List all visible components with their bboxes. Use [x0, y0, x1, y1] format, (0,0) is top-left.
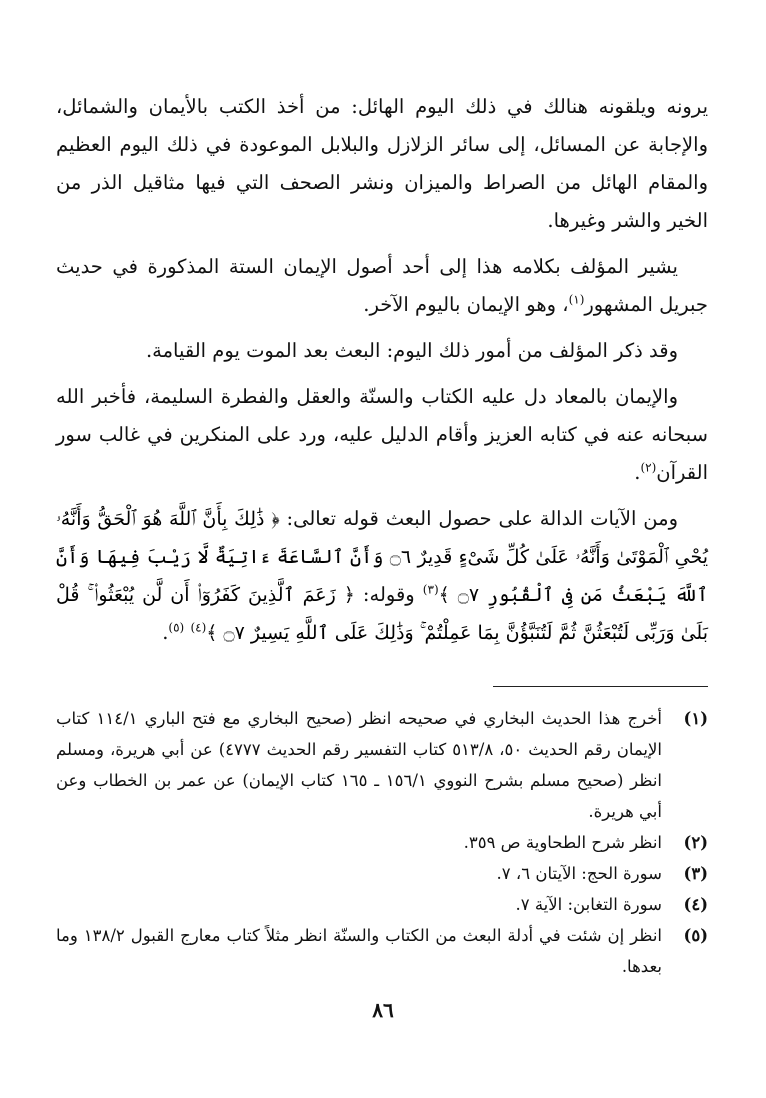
footnote-ref-5[interactable]: (٥) [168, 620, 185, 635]
quran-verse-hajj: ﴿ ذَٰلِكَ بِأَنَّ ٱللَّهَ هُوَ ٱلْحَقُّ وَأَنَّهُۥ يُحْىِ ٱلْمَوْتَىٰ وَأَنَّهُۥ عَلَىٰ كُلِّ شَىْءٍ قَدِيرٌ ۝٦ وَأَنَّ ٱلسَّاعَةَ ءَاتِيَةٌ لَّا رَيْبَ فِيهَا وَأَنَّ ٱللَّهَ يَبْعَثُ مَن فِى ٱلْقُبُورِ ۝٧ ﴾ [56, 508, 708, 606]
footnote-1 [56, 703, 708, 827]
page-number: ٨٦ [372, 998, 394, 1022]
page-body [56, 88, 708, 982]
quran-verse-taghabun: ﴿ زَعَمَ ٱلَّذِينَ كَفَرُوٓا۟ أَن لَّن يُبْعَثُوا۟ ۚ قُلْ بَلَىٰ وَرَبِّى لَتُبْعَثُنَّ ثُمَّ لَتُنَبَّؤُنَّ بِمَا عَمِلْتُمْ ۚ وَذَٰلِكَ عَلَى ٱللَّهِ يَسِيرٌ ۝٧ ﴾ [56, 584, 708, 644]
paragraph-4-text: والإيمان بالمعاد دل عليه الكتاب والسنّة والعقل والفطرة السليمة، فأخبر الله سبحانه عنه في كتابه العزيز وأقام الدليل عليه، ورد على المنكرين في غالب سور القرآن [56, 385, 708, 484]
footnote-number: (٢) [683, 833, 708, 852]
footnote-5 [56, 920, 708, 982]
verses-middle: وقوله: [354, 583, 423, 606]
paragraph-4-end: . [634, 461, 641, 484]
footnote-2 [56, 827, 708, 858]
paragraph-3-text: وقد ذكر المؤلف من أمور ذلك اليوم: البعث بعد الموت يوم القيامة. [145, 339, 678, 362]
footnote-number: (٣) [683, 864, 708, 883]
verses-end: . [162, 621, 169, 644]
paragraph-3 [56, 332, 708, 370]
footnote-text: انظر إن شئت في أدلة البعث من الكتاب والسنّة انظر مثلاً كتاب معارج القبول ١٣٨/٢ وما بعدها. [56, 926, 662, 976]
paragraph-2-text-a: يشير المؤلف بكلامه هذا إلى أحد أصول الإيمان الستة المذكورة في حديث جبريل المشهور [56, 255, 708, 316]
footnote-3 [56, 858, 708, 889]
verses-intro: ومن الآيات الدالة على حصول البعث قوله تعالى: [279, 507, 678, 530]
paragraph-1-text: يرونه ويلقونه هنالك في ذلك اليوم الهائل: من أخذ الكتب بالأيمان والشمائل، والإجابة عن المسائل، إلى سائر الزلازل والبلابل الموعودة في ذلك اليوم العظيم والمقام الهائل من الصراط والميزان ونشر الصحف التي فيها مثاقيل الذر من الخير والشر وغيرها. [56, 95, 708, 232]
footnote-text: سورة التغابن: الآية ٧. [515, 895, 662, 914]
verses-paragraph [56, 500, 708, 652]
footnote-number: (١) [683, 709, 708, 728]
footnote-text: سورة الحج: الآيتان ٦، ٧. [496, 864, 662, 883]
paragraph-2 [56, 248, 708, 324]
paragraph-1 [56, 88, 708, 240]
paragraph-4 [56, 378, 708, 492]
footnote-ref-2[interactable]: (٢) [640, 460, 657, 475]
paragraph-2-text-b: ، وهو الإيمان باليوم الآخر. [363, 293, 569, 316]
footnote-number: (٥) [683, 926, 708, 945]
footnote-separator [493, 686, 708, 687]
footnote-4 [56, 889, 708, 920]
footnote-text: انظر شرح الطحاوية ص ٣٥٩. [463, 833, 662, 852]
footnote-text: أخرج هذا الحديث البخاري في صحيحه انظر (صحيح البخاري مع فتح الباري ١١٤/١ كتاب الإيمان رقم الحديث ٥٠، ٥١٣/٨ كتاب التفسير رقم الحديث ٤٧٧٧) عن أبي هريرة، ومسلم انظر (صحيح مسلم بشرح النووي ١٥٦/١ ـ ١٦٥ كتاب الإيمان) عن عمر بن الخطاب وعن أبي هريرة. [56, 709, 663, 821]
footnote-ref-3[interactable]: (٣) [422, 582, 439, 597]
footnote-number: (٤) [683, 895, 708, 914]
footnote-ref-1[interactable]: (١) [568, 292, 585, 307]
footnote-ref-4[interactable]: (٤) [190, 620, 207, 635]
footnotes-list [56, 703, 708, 982]
